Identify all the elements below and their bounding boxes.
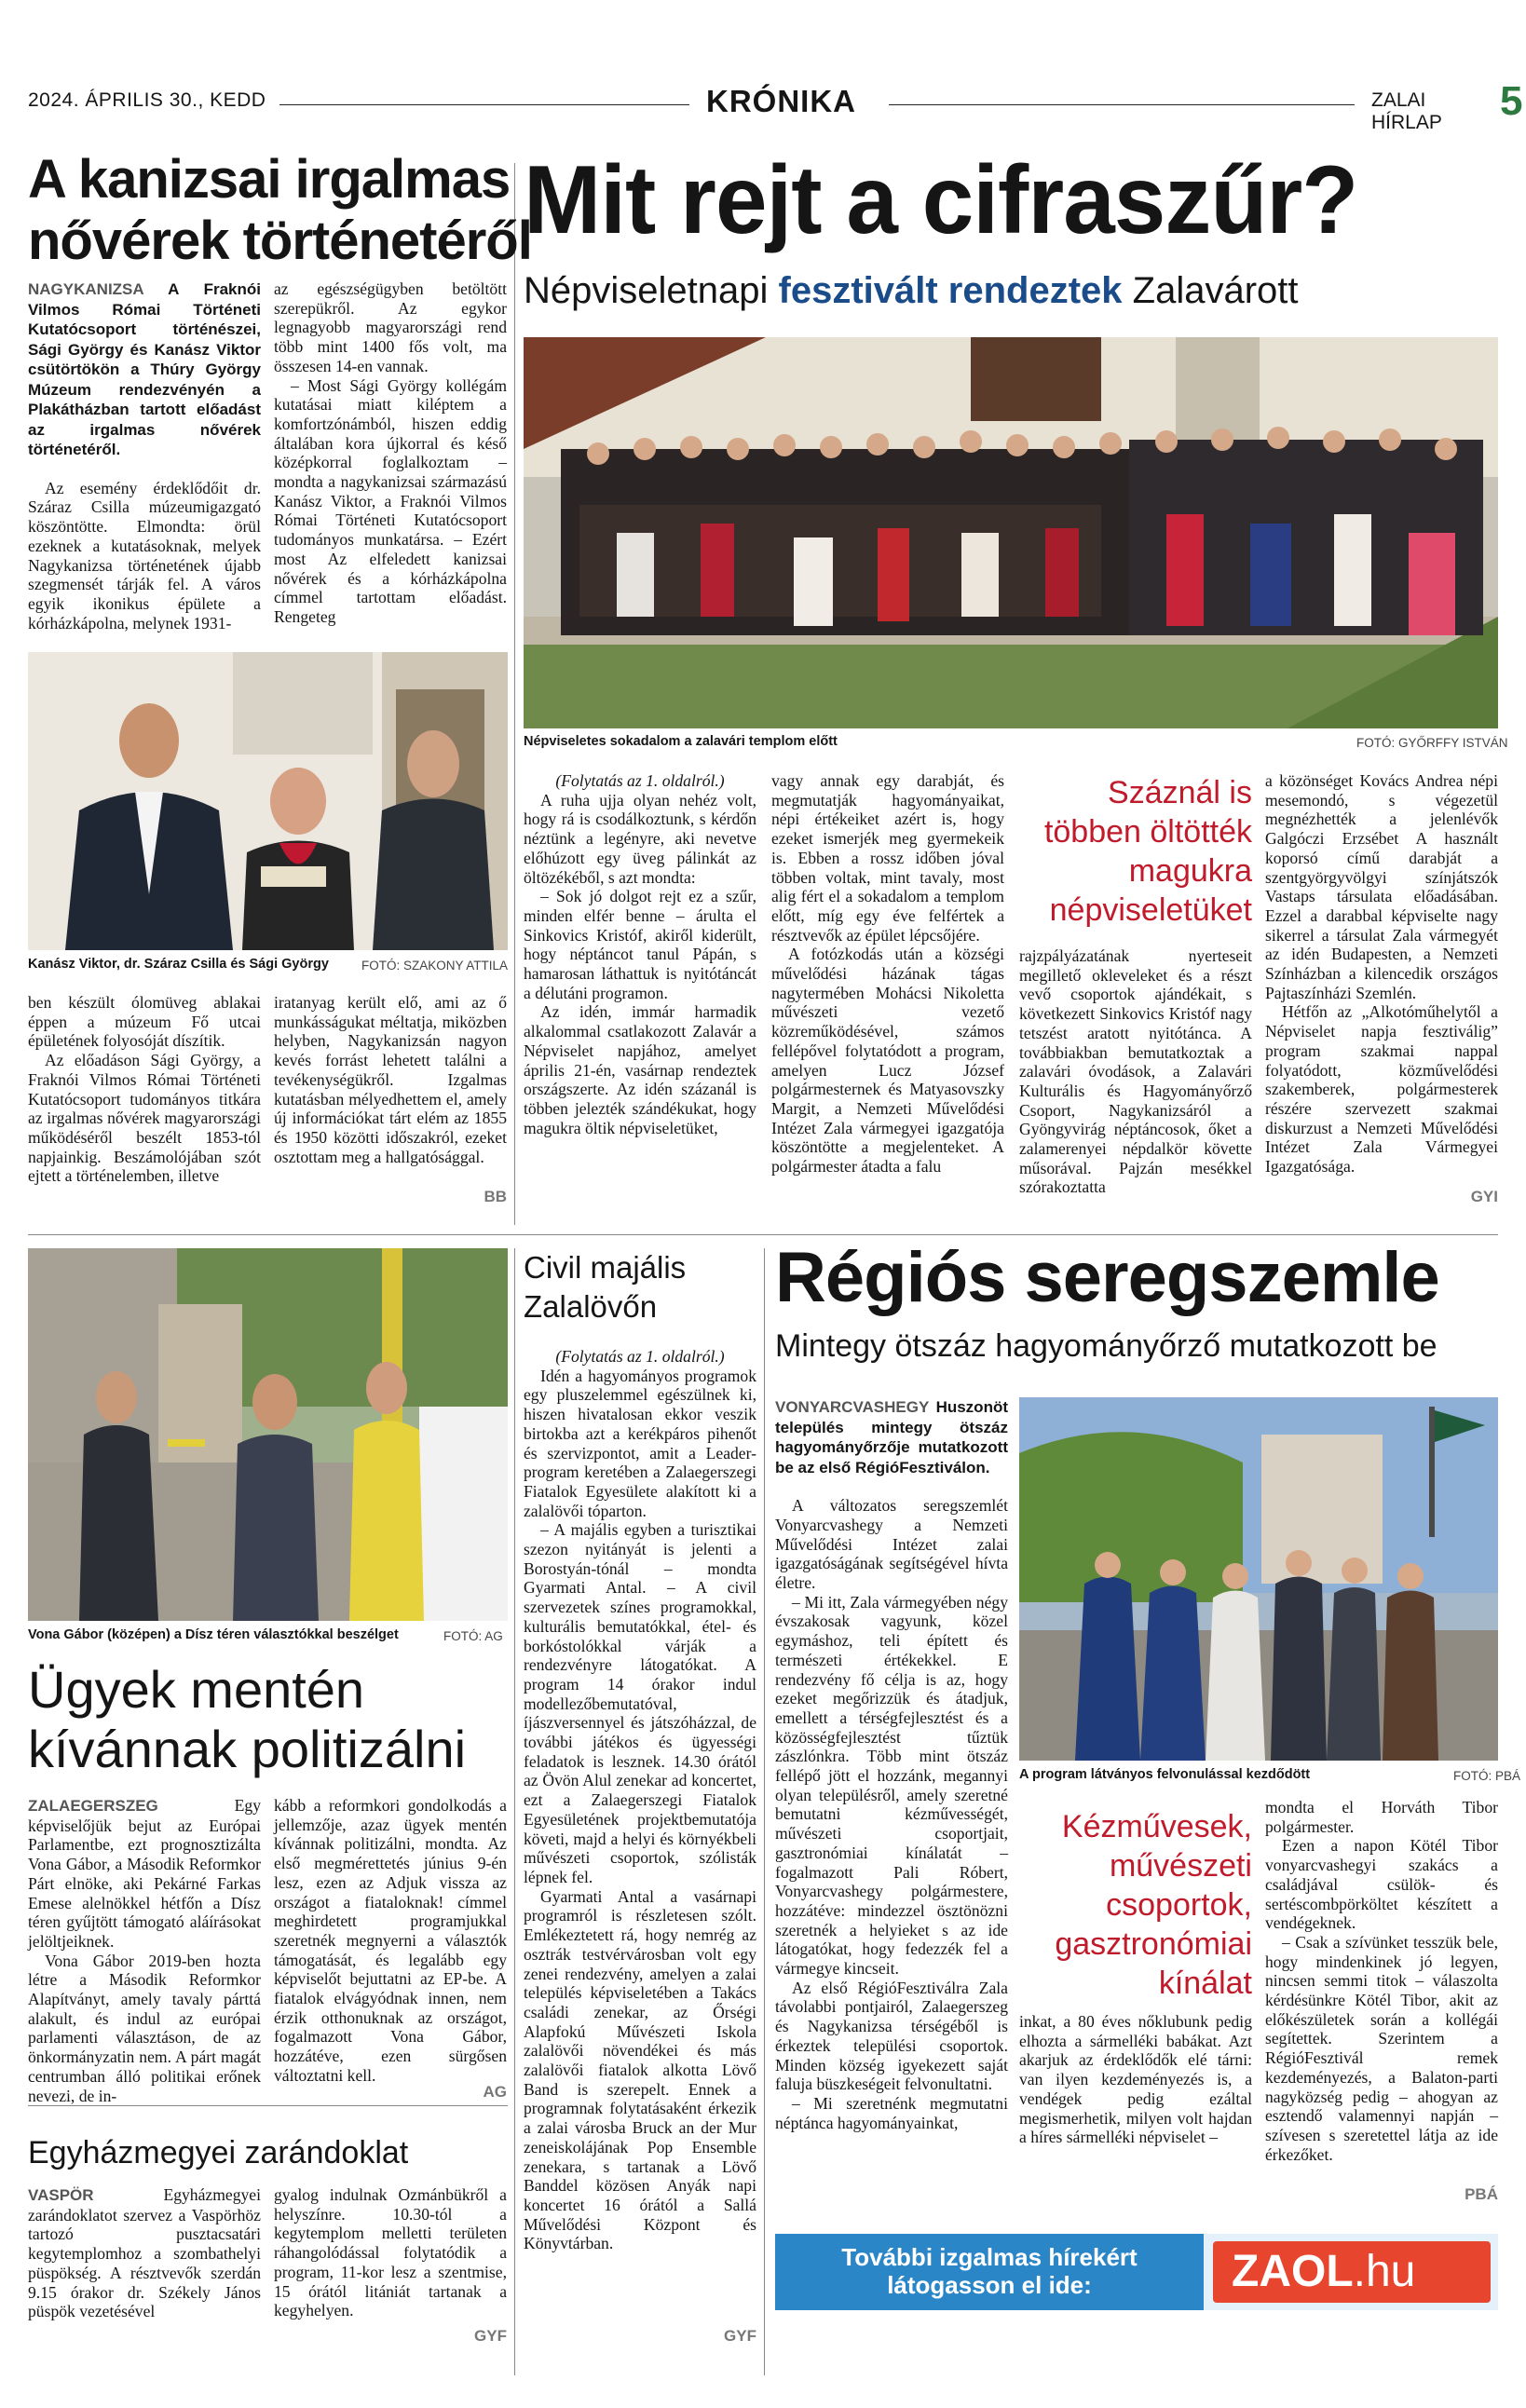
article-column: rajzpályázatának nyerteseit megillető okleveleket és a részt vevő csoportok ajándékait, s következett Sinkovics Kristóf nagy tetszést aratott nyitótánca. A továbbiakban bemutatkoztak a zalavári óvodások, a Zalavári Kulturális és Hagyományőrző Csoport, Nagykanizsáról a Gyöngyvirág néptáncosok, őket a zalamerenyei népdalkör követte műsorával. Pajzán mesékkel szórakoztatta bbox=[1019, 946, 1252, 1197]
issue-date: 2024. ÁPRILIS 30., KEDD bbox=[28, 89, 266, 111]
photo-caption: Népviseletes sokadalom a zalavári templom előtt bbox=[524, 734, 838, 749]
article-column: a közönséget Kovács Andrea népi mesemondó, s végezetül megnézhették a jelenlévők Galgóczi Erzsébet A használt koporsó című darabját a szentgyörgyvölgyi színjátszók Vastaps társulata előadásában. Ezzel a darabbal képviselte nagy sikerrel a társulat Zala vármegyét az idén Budapesten, a Nemzeti Színházban a kilencedik országos Pajtaszínházi Szemlén. Hétfőn az „Alkotóműhelytől a Népviselet napja fesztiválig” program szakmai nappal folyatódott, közművelődési szakemberek, polgármesterek részére szervezett szakmai diskurzust a Nemzeti Művelődési Intézet Zala Vármegyei Igazgatósága. bbox=[1265, 771, 1498, 1177]
article-title: Egyházmegyei zarándoklat bbox=[28, 2135, 409, 2170]
author-signature: GYF bbox=[474, 2327, 507, 2345]
article-title: A kanizsai irgalmas nővérek történetéről bbox=[28, 149, 532, 271]
article-column: (Folytatás az 1. oldalról.) Idén a hagyományos programok egy pluszelemmel egészülnek ki, hiszen hivatalosan ekkor veszik birtokba azt a kerékpáros pihenőt és szervizpontot, amit a Leader-program keretében a Zalaegerszegi Fiatalok Egyesülete alakított ki a zalalövői tóparton. – A majális egyben a turisztikai szezon nyitányát is jelenti a Borostyán-tónál – mondta Gyarmati Antal. – A civil szervezetek színes programokkal, kulturális bemutatókkal, étel- és borkóstolókkal várják a rendezvényre látogatókat. A program 14 órakor indul modellezőbemutatóval, íjászversennyel és játszóházzal, de további játékos és ügyességi feladatok is lesznek. 14.30 órától az Övön Alul zenekar ad koncertet, ezt a Zalaegerszegi Fiatalok Egyesületének projektbemutatója követi, majd a helyi és környékbeli művészeti csoportok, szólisták lépnek fel. Gyarmati Antal a vasárnapi programról is részletesen szólt. Emlékeztetett rá, hogy nemrég az osztrák testvérvárosban volt egy zenei rendezvény, amelyen a zalai település képviseletében a Takács családi zenekar, az Őrségi Alapfokú Művészeti Iskola zalalövői növendékei és más zalalövői fiatalok alkotta Lövő Band is szerepelt. Ennek a programnak folytatásaként érkezik a zalai városba Bruck an der Mur zeneiskolájának Pop Ensemble zenekara, s tartanak a Lövő Banddel közösen Anyák napi koncertet 16 órától a Sallá Művelődési Központ és Könyvtárban. bbox=[524, 1347, 756, 2253]
column-divider bbox=[514, 1248, 515, 2375]
photo-street-campaign bbox=[28, 1248, 508, 1621]
article-title: Régiós seregszemle bbox=[775, 1238, 1439, 1317]
column-divider bbox=[514, 163, 515, 1225]
article-column: inkat, a 80 éves nőklubunk pedig elhozta a sármelléki babákat. Azt akarjuk az érdeklődők elé tárni: van ilyen kezdeményezés is, a vendégek pedig ezáltal megismerhetik, milyen volt hajdan a híres sármelléki népviselet – bbox=[1019, 2012, 1252, 2147]
author-signature: GYI bbox=[1470, 1188, 1498, 1205]
author-signature: PBÁ bbox=[1465, 2185, 1498, 2203]
section-title: KRÓNIKA bbox=[706, 84, 856, 118]
article-column: iratanyag került elő, ami az ő munkásságukat méltatja, miközben helyben, Nagykanizsán nagyon kevés forrást lehetett találni a tevékenységükről. Izgalmas kutatásban mélyedhettem el, amely új információkat tárt elém az 1855 és 1950 közötti időszakról, ezeket osztottam meg a hallgatósággal. bbox=[274, 993, 507, 1166]
article-column: VONYARCVASHEGY Huszonöt település mintegy ötszáz hagyományőrzője mutatkozott be az első RégióFesztiválon. A változatos seregszemlét Vonyarcvashegy a Nemzeti Művelődési Intézet zalai igazgatóságának segítségével hívta életre. – Mi itt, Zala vármegyében négy évszakosak vagyunk, közel egymáshoz, teli épített és természeti értékekkel. E rendezvény fő célja is az, hogy ezeket megőrizzük és átadjuk, emellett a térségfejlesztést és a közösségfejlesztést tűztük zászlónkra. Több mint ötszáz fellépő jött el hozzánk, megannyi olyan településről, amely szeretné bemutatni kézművességét, művészeti csoportjait, gasztronómiai kínálatát – fogalmazott Pali Róbert, Vonyarcvashegy polgármestere, hozzátéve: mindezzel ösztönözni szeretnék a helyieket s az ide látogatókat, hogy fedezzék fel a vármegye kincseit. Az első RégióFesztiválra Zala távolabbi pontjairól, Zalaegerszeg és Nagykanizsa térségéből is érkeztek települési csoportok. Minden község igyekezett saját faluja büszkeségeit felvonultatni. – Mi szeretnénk megmutatni néptánca hagyományainkat, bbox=[775, 1398, 1008, 2132]
photo-caption: Vona Gábor (középen) a Dísz téren választókkal beszélget bbox=[28, 1627, 399, 1642]
pull-quote: Kézművesek, művészeti csoportok, gasztronómiai kínálat bbox=[1055, 1809, 1252, 2001]
article-column: ben készült ólomüveg ablakai éppen a múzeum Fő utcai épületének folyosóját díszítik. Az előadáson Sági György, a Fraknói Vilmos Római Történeti Kutatócsoport tudományos titkára az irgalmas nővérek magyarországi működéséről beszélt 1853-tól napjainkig. Beszámolójában szót ejtett a történelemben, illetve bbox=[28, 993, 261, 1186]
article-column: kább a reformkori gondolkodás a jellemzője, azaz ügyek mentén kívánnak politizálni, mondta. Az első megmérettetés június 9-én lesz, ezen az Adjuk vissza az országot a fiataloknak! címmel meghirdetett programjukkal szeretnék megnyerni a választók támogatását, és legalább egy képviselőt bejuttatni az EP-be. A fiatalok elvágyódnak innen, nem érzik otthonuknak az országot, fogalmazott Vona Gábor, hozzátéve, ezen sürgősen változtatni kell. bbox=[274, 1796, 507, 2085]
article-column: vagy annak egy darabját, és megmutatják hagyományaikat, népi értékeiket azért is, hogy ezeket ismerjék meg gyermekeik is. Ebben a rossz időben jóval többen voltak, mint tavaly, most alig fért el a sokadalom a templom előtt, míg egy éve felfértek a résztvevők az épület lépcsőjére. A fotózkodás után a községi művelődési házának tágas nagytermében Mohácsi Nikoletta művészeti vezető közreműködésével, számos fellépővel folytatódott a program, amelyen Lucz József polgármesternek és Matyasovszky Margit, a Nemzeti Művelődési Intézet Zala vármegyei igazgatója köszöntötte a megjelenteket. A polgármester átadta a falu bbox=[771, 771, 1004, 1177]
author-signature: GYF bbox=[724, 2327, 756, 2345]
article-column: (Folytatás az 1. oldalról.) A ruha ujja olyan nehéz volt, hogy rá is csodálkoztunk, s kérdőn néztünk a legényre, aki nevetve előhúzott egy üveg pálinkát az öltözékéből, s azt mondta: – Sok jó dolgot rejt ez a szűr, minden elfér benne – árulta el Sinkovics Kristóf, akiről kiderült, hogy néptáncot tanul Pápán, s hamarosan láthattuk is nyitótáncát a délutáni programon. Az idén, immár harmadik alkalommal csatlakozott Zalavár a Népviselet napjához, amelyet április 21-én, vasárnap rendeztek országszerte. Az idén százanál is többen jelezték szándékukat, hogy magukra öltik népviseletüket, bbox=[524, 771, 756, 1137]
photo-parade bbox=[1019, 1397, 1498, 1761]
photo-credit: FOTÓ: SZAKONY ATTILA bbox=[361, 959, 509, 973]
pull-quote: Száznál is többen öltötték magukra népviseletüket bbox=[1043, 775, 1252, 928]
article-subtitle: Népviseletnapi fesztivált rendeztek Zalavárott bbox=[524, 270, 1299, 311]
article-column: VASPÖR Egyházmegyei zarándoklatot szervez a Vaspörhöz tartozó pusztacsatári kegytemplomhoz a szombathelyi püspökség. A résztvevők szerdán 9.15 órakor dr. Székely János püspök vezetésével bbox=[28, 2185, 261, 2321]
photo-credit: FOTÓ: AG bbox=[443, 1629, 503, 1643]
author-signature: BB bbox=[484, 1188, 507, 1205]
photo-caption: Kanász Viktor, dr. Száraz Csilla és Sági György bbox=[28, 957, 329, 972]
article-title: Mit rejt a cifraszűr? bbox=[524, 146, 1358, 254]
author-signature: AG bbox=[483, 2083, 507, 2101]
row-divider bbox=[28, 1234, 1498, 1235]
photo-credit: FOTÓ: GYŐRFFY ISTVÁN bbox=[1356, 736, 1508, 750]
photo-folk-costumes bbox=[524, 337, 1498, 728]
article-column: ZALAEGERSZEG Egy képviselőjük bejut az Európai Parlamentbe, ezt prognosztizálta Vona Gábor, a Második Reformkor Párt elnöke, aki Pekárné Farkas Emese alelnökkel hétfőn a Dísz téren gyűjtött támogató aláírásokat jelöltjeiknek. Vona Gábor 2019-ben hozta létre a Második Reformkor Alapítványt, amely tavaly párttá alakult, és indul az európai parlamenti választáson, de az önkormányzatin nem. A párt magát centrumban álló politikai erőnek nevezi, de in- bbox=[28, 1796, 261, 2105]
article-title: Civil majális Zalalövőn bbox=[524, 1250, 687, 1324]
article-column: az egészségügyben betöltött szerepükről. Az egykor legnagyobb magyarországi rend több mint 1400 fős volt, ma összesen 14-en vannak. – Most Sági György kollégám kutatásai miatt kiléptem a komfortzónámból, hiszen eddig általában kora újkorral és késő középkorral foglalkoztam – mondta a nagykanizsai származású Kanász Viktor, a Fraknói Vilmos Római Történeti Kutatócsoport tudományos munkatársa. – Ezért most Az elfeledett kanizsai nővérek és a kórházkápolna címmel tartottam előadást. Rengeteg bbox=[274, 279, 507, 626]
zaol-logo: ZAOL.hu bbox=[1213, 2241, 1491, 2303]
ad-text: További izgalmas hírekért látogasson el ide: bbox=[841, 2243, 1138, 2299]
photo-speakers bbox=[28, 652, 508, 950]
article-title: Ügyek mentén kívánnak politizálni bbox=[28, 1660, 467, 1778]
paper-name: ZALAI HÍRLAP bbox=[1371, 89, 1442, 133]
column-divider bbox=[764, 1248, 765, 2375]
page-number: 5 bbox=[1500, 78, 1523, 124]
article-column: NAGYKANIZSA A Fraknói Vilmos Római Történeti Kutatócsoport történészei, Sági György és Kanász Viktor csütörtökön a Thúry György Múzeum rendezvényén a Plakátházban tartott előadást az irgalmas nővérek történetéről. Az esemény érdeklődőit dr. Száraz Csilla múzeumigazgató köszöntötte. Elmondta: örül ezeknek a kutatásoknak, melyek Nagykanizsa történetének újabb szegmensét tárják fel. A város egyik ikonikus épülete a kórházkápolna, melynek 1931- bbox=[28, 280, 261, 633]
photo-caption: A program látványos felvonulással kezdődött bbox=[1019, 1767, 1311, 1782]
article-column: mondta el Horváth Tibor polgármester. Ezen a napon Kötél Tibor vonyarcvashegyi szakács a családjával csülök- és sertéscombpörköltet készített a vendégeknek. – Csak a szívünket tesszük bele, hogy mindenkinek jó legyen, nincsen semmi titok – válaszolta kérdésünkre Kötél Tibor, akit az előkészületek során a kollégái segítettek. Szerintem a RégióFesztivál remek kezdeményezés, a Balaton-parti nagyközség pedig – ahogyan az esztendő valamennyi napján – szívesen s szeretettel látja az ide érkezőket. bbox=[1265, 1798, 1498, 2164]
article-column: gyalog indulnak Ozmánbükről a helyszínre. 10.30-tól a kegytemplom melletti területen ráhangolódással folytatódik a program, 11-kor lesz a szentmise, 15 órától litániát tartanak a kegyhelyen. bbox=[274, 2185, 507, 2320]
article-subtitle: Mintegy ötszáz hagyományőrző mutatkozott be bbox=[775, 1328, 1437, 1364]
page-header bbox=[28, 78, 1523, 133]
photo-credit: FOTÓ: PBÁ bbox=[1453, 1769, 1521, 1783]
zaol-ad-banner[interactable] bbox=[775, 2234, 1498, 2310]
